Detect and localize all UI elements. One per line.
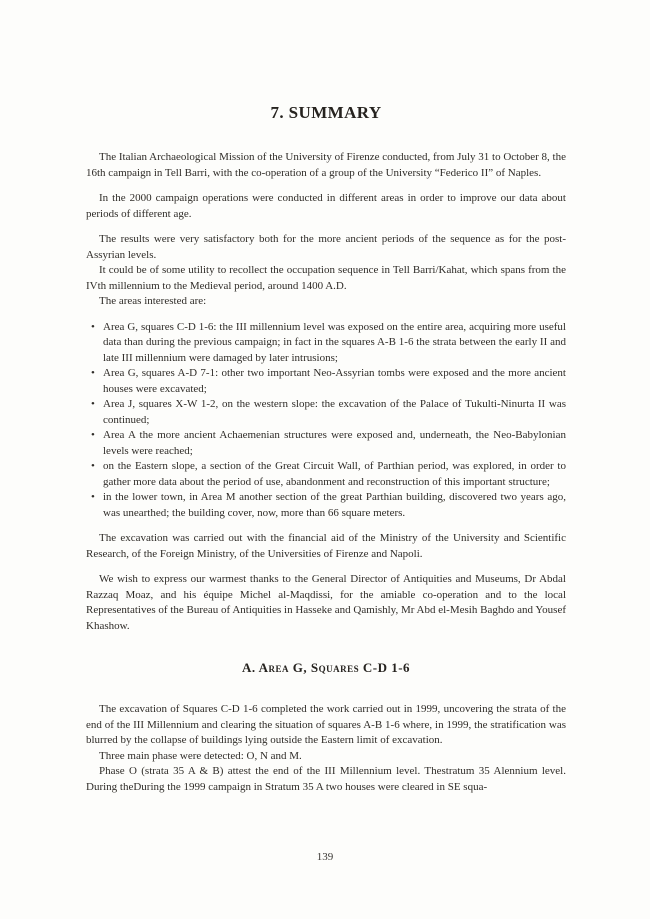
page-title: 7. SUMMARY bbox=[270, 103, 382, 122]
paragraph: The excavation was carried out with the financial aid of the Ministry of the University and Scientific Research, of the Foreign Ministry, of the Universities of Firenze and Napoli. bbox=[86, 532, 566, 560]
list-item bbox=[86, 397, 566, 428]
paragraph: In the 2000 campaign operations were conducted in different areas in order to improve our data about periods of different age. bbox=[86, 192, 566, 220]
bullet-icon: • bbox=[91, 429, 95, 441]
bullet-icon: • bbox=[91, 491, 95, 503]
list-item bbox=[86, 366, 566, 397]
paragraph: We wish to express our warmest thanks to the General Director of Antiquities and Museums, Dr Abdal Razzaq Moaz, and his équipe Michel al-Maqdissi, for the amiable co-operation and to the local Representatives of the Bureau of Antiquities in Hasseke and Qamishly, Mr Abd el-Mesih Baghdo and Yousef Khashow. bbox=[86, 573, 566, 632]
paragraph: Phase O (strata 35 A & B) attest the end of the III Millennium level. Thestratum 35 Alennium level. During theDuring the 1999 campaign in Stratum 35 A two houses were cleared in SE squa- bbox=[86, 765, 566, 793]
list-item bbox=[86, 428, 566, 459]
list-item-text: Area G, squares A-D 7-1: other two important Neo-Assyrian tombs were exposed and the more ancient houses were excavated; bbox=[103, 367, 566, 395]
list-item bbox=[86, 320, 566, 367]
list-item-text: Area J, squares X-W 1-2, on the western slope: the excavation of the Palace of Tukulti-Ninurta II was continued; bbox=[103, 398, 566, 426]
bullet-icon: • bbox=[91, 460, 95, 472]
bullet-icon: • bbox=[91, 367, 95, 379]
list-item-text: on the Eastern slope, a section of the Great Circuit Wall, of Parthian period, was explored, in order to gather more data about the period of use, abandonment and reconstruction of this important structure; bbox=[103, 460, 566, 488]
list-item-text: in the lower town, in Area M another section of the great Parthian building, discovered two years ago, was unearthed; the building cover, now, more than 66 square meters. bbox=[103, 491, 566, 519]
bullet-icon: • bbox=[91, 398, 95, 410]
paragraph: The areas interested are: bbox=[99, 295, 207, 307]
list-item-text: Area G, squares C-D 1-6: the III millennium level was exposed on the entire area, acquiring more useful data than during the previous campaign; in fact in the squares A-B 1-6 the strata between the early II and late III millennium were damaged by later intrusions; bbox=[103, 320, 566, 364]
paragraph: It could be of some utility to recollect the occupation sequence in Tell Barri/Kahat, which spans from the IVth millennium to the Medieval period, around 1400 A.D. bbox=[86, 264, 566, 292]
bullet-icon: • bbox=[91, 320, 95, 333]
list-item-text: Area A the more ancient Achaemenian structures were exposed and, underneath, the Neo-Babylonian levels were reached; bbox=[103, 429, 566, 457]
list-item bbox=[86, 459, 566, 490]
list-item bbox=[86, 490, 566, 521]
paragraph: The Italian Archaeological Mission of the University of Firenze conducted, from July 31 to October 8, the 16th campaign in Tell Barri, with the co-operation of a group of the University “Federico II” of Naples. bbox=[86, 151, 566, 179]
paragraph: The results were very satisfactory both for the more ancient periods of the sequence as for the post-Assyrian levels. bbox=[86, 233, 566, 261]
paragraph: Three main phase were detected: O, N and M. bbox=[99, 749, 302, 762]
section-heading: A. Area G, Squares C-D 1-6 bbox=[241, 660, 411, 675]
page-number: 139 bbox=[316, 851, 334, 863]
text-block bbox=[86, 103, 566, 795]
areas-list bbox=[86, 320, 566, 522]
paragraph: The excavation of Squares C-D 1-6 completed the work carried out in 1999, uncovering the strata of the end of the III Millennium and clearing the situation of squares A-B 1-6 where, in 1999, the stratification was blurred by the collapse of buildings lying outside the Eastern limit of excavation. bbox=[86, 703, 566, 746]
